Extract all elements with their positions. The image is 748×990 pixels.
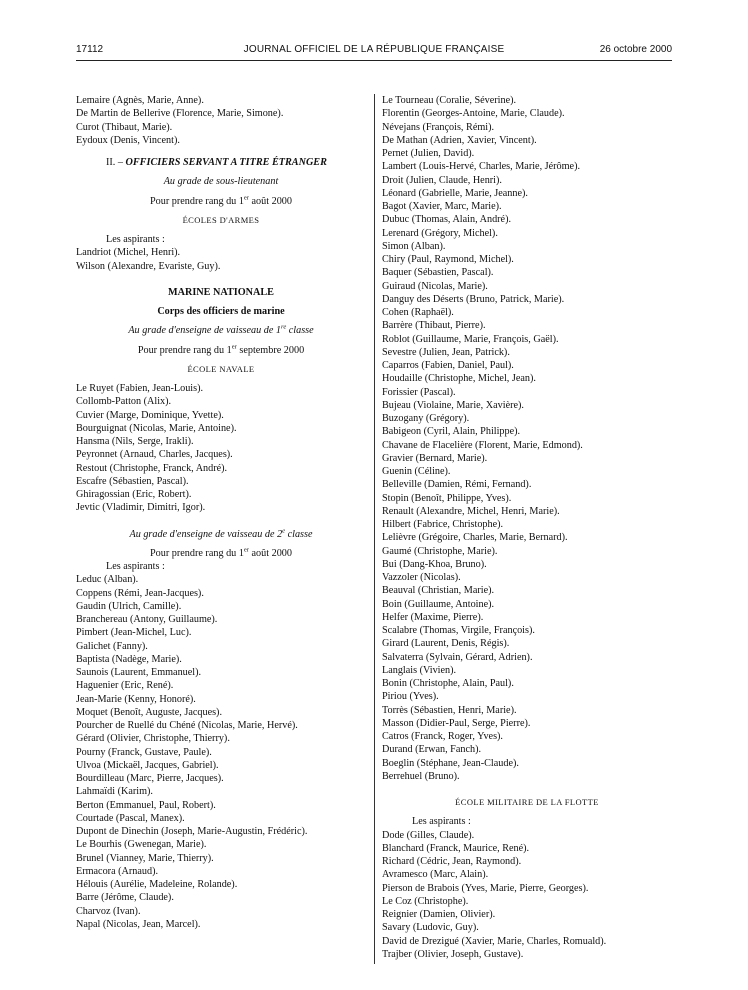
list-item: Napal (Nicolas, Jean, Marcel). xyxy=(76,918,201,930)
list-item: Berrehuel (Bruno). xyxy=(382,770,460,782)
list-item: Reignier (Damien, Olivier). xyxy=(382,909,496,920)
list-item: Catros (Franck, Roger, Yves). xyxy=(382,731,503,742)
list-item: Baquer (Sébastien, Pascal). xyxy=(382,267,494,279)
list-item: Léonard (Gabrielle, Marie, Jeanne). xyxy=(382,187,528,199)
list-item: Chiry (Paul, Raymond, Michel). xyxy=(382,254,514,265)
list-item: Berton (Emmanuel, Paul, Robert). xyxy=(76,799,216,811)
list-item: Dupont de Dinechin (Joseph, Marie-Augustin, Frédéric). xyxy=(76,826,308,837)
list-item: Haguenier (Eric, René). xyxy=(76,680,174,692)
list-item: Le Tourneau (Coralie, Séverine). xyxy=(382,95,517,106)
name-list-flotte xyxy=(382,829,672,962)
list-item: Le Bourhis (Gwenegan, Marie). xyxy=(76,839,207,851)
list-item: Simon (Alban). xyxy=(382,240,446,252)
list-item: Pernet (Julien, David). xyxy=(382,148,475,159)
issue-date: 26 octobre 2000 xyxy=(599,44,672,55)
name-list-continued xyxy=(382,94,672,783)
list-item: Ulvoa (Mickaël, Jacques, Gabriel). xyxy=(76,759,219,771)
list-item: Jean-Marie (Kenny, Honoré). xyxy=(76,693,196,705)
rang-heading-aout-2: Pour prendre rang du 1er août 2000 xyxy=(149,546,292,559)
list-item: De Mathan (Adrien, Xavier, Vincent). xyxy=(382,134,537,146)
list-item: Caparros (Fabien, Daniel, Paul). xyxy=(382,360,514,371)
marine-nationale-heading: MARINE NATIONALE xyxy=(168,286,274,298)
grade-heading-2e-classe: Au grade d'enseigne de vaisseau de 2e classe xyxy=(129,527,313,540)
list-item: Galichet (Fanny). xyxy=(76,640,148,652)
name-list-top xyxy=(76,94,366,147)
list-item: Roblot (Guillaume, Marie, François, Gaël). xyxy=(382,333,559,345)
section-heading-officiers-etranger xyxy=(76,156,366,169)
list-item: Gaudin (Ulrich, Camille). xyxy=(76,600,182,612)
list-item: Sevestre (Julien, Jean, Patrick). xyxy=(382,346,510,358)
list-item: Bourdilleau (Marc, Pierre, Jacques). xyxy=(76,773,224,784)
list-item: Wilson (Alexandre, Evariste, Guy). xyxy=(76,260,221,272)
column-divider xyxy=(374,94,375,964)
list-item: Le Ruyet (Fabien, Jean-Louis). xyxy=(76,383,204,394)
list-item: Langlais (Vivien). xyxy=(382,664,457,676)
page-header xyxy=(76,44,672,60)
list-item: Boeglin (Stéphane, Jean-Claude). xyxy=(382,757,519,769)
list-item: Richard (Cédric, Jean, Raymond). xyxy=(382,856,522,867)
aspirants-label: Les aspirants : xyxy=(106,234,165,245)
rang-heading-septembre: Pour prendre rang du 1er septembre 2000 xyxy=(137,343,305,356)
section-number: II. – xyxy=(106,157,123,168)
list-item: Bonin (Christophe, Alain, Paul). xyxy=(382,678,514,689)
list-item: Pourcher de Ruellé du Chéné (Nicolas, Marie, Hervé). xyxy=(76,720,298,731)
list-item: Guenin (Céline). xyxy=(382,466,451,477)
list-item: Renault (Alexandre, Michel, Henri, Marie). xyxy=(382,505,560,517)
list-item: Babigeon (Cyril, Alain, Philippe). xyxy=(382,426,521,438)
list-item: Bourguignat (Nicolas, Marie, Antoine). xyxy=(76,422,237,434)
list-item: Lambert (Louis-Hervé, Charles, Marie, Jérôme). xyxy=(382,161,581,173)
header-rule xyxy=(76,60,672,61)
aspirants-label-2: Les aspirants : xyxy=(106,561,165,572)
list-item: Forissier (Pascal). xyxy=(382,386,456,398)
list-item: Saunois (Laurent, Emmanuel). xyxy=(76,667,202,678)
list-item: Hélouis (Aurélie, Madeleine, Rolande). xyxy=(76,879,238,890)
list-item: Pierson de Brabois (Yves, Marie, Pierre, Georges). xyxy=(382,882,589,894)
list-item: Pimbert (Jean-Michel, Luc). xyxy=(76,627,192,639)
school-heading-ecoles-armes: ÉCOLES D'ARMES xyxy=(182,214,260,225)
school-heading-ecole-flotte: ÉCOLE MILITAIRE DE LA FLOTTE xyxy=(455,797,599,807)
list-item: Hilbert (Fabrice, Christophe). xyxy=(382,519,504,530)
list-item: Boin (Guillaume, Antoine). xyxy=(382,598,495,610)
rang-heading-aout: Pour prendre rang du 1er août 2000 xyxy=(149,194,292,207)
list-item: Lahmaïdi (Karim). xyxy=(76,786,153,798)
list-item: Bagot (Xavier, Marc, Marie). xyxy=(382,201,502,212)
list-item: Peyronnet (Arnaud, Charles, Jacques). xyxy=(76,449,233,461)
list-item: Danguy des Déserts (Bruno, Patrick, Marie). xyxy=(382,293,565,305)
list-item: Charvoz (Ivan). xyxy=(76,905,141,917)
list-item: Lerenard (Grégory, Michel). xyxy=(382,227,498,239)
list-item: Pourny (Franck, Gustave, Paule). xyxy=(76,746,212,758)
list-item: Ermacora (Arnaud). xyxy=(76,865,159,877)
list-item: Dode (Gilles, Claude). xyxy=(382,829,475,841)
list-item: Avramesco (Marc, Alain). xyxy=(382,869,489,881)
list-item: Scalabre (Thomas, Virgile, François). xyxy=(382,625,535,636)
page-number: 17112 xyxy=(76,44,104,55)
list-item: Savary (Ludovic, Guy). xyxy=(382,922,479,934)
list-item: Droit (Julien, Claude, Henri). xyxy=(382,174,502,186)
list-item: Girard (Laurent, Denis, Régis). xyxy=(382,638,510,650)
list-item: Névejans (François, Rémi). xyxy=(382,121,495,133)
list-item: Masson (Didier-Paul, Serge, Pierre). xyxy=(382,717,531,729)
list-item: Belleville (Damien, Rémi, Fernand). xyxy=(382,479,532,491)
list-item: De Martin de Bellerive (Florence, Marie, Simone). xyxy=(76,108,284,120)
list-item: Barrère (Thibaut, Pierre). xyxy=(382,320,486,332)
list-item: Gaumé (Christophe, Marie). xyxy=(382,545,498,557)
list-item: Buzogany (Grégory). xyxy=(382,413,470,424)
list-item: Landriot (Michel, Henri). xyxy=(76,247,181,259)
list-item: Escafre (Sébastien, Pascal). xyxy=(76,475,189,487)
name-list-armes xyxy=(76,246,366,273)
corps-heading: Corps des officiers de marine xyxy=(157,306,285,317)
list-item: Gravier (Bernard, Marie). xyxy=(382,452,488,464)
list-item: Le Coz (Christophe). xyxy=(382,895,469,907)
list-item: Bujeau (Violaine, Marie, Xavière). xyxy=(382,399,524,411)
list-item: Lelièvre (Grégoire, Charles, Marie, Bernard). xyxy=(382,532,568,544)
list-item: Moquet (Benoît, Auguste, Jacques). xyxy=(76,706,222,718)
list-item: Bui (Dang-Khoa, Bruno). xyxy=(382,558,487,570)
list-item: Dubuc (Thomas, Alain, André). xyxy=(382,214,512,226)
name-list-2e-classe xyxy=(76,573,366,931)
list-item: Jevtic (Vladimir, Dimitri, Igor). xyxy=(76,502,206,514)
list-item: Brunel (Vianney, Marie, Thierry). xyxy=(76,852,214,864)
list-item: Stopin (Benoît, Philippe, Yves). xyxy=(382,492,512,504)
list-item: Courtade (Pascal, Manex). xyxy=(76,812,185,824)
list-item: Houdaille (Christophe, Michel, Jean). xyxy=(382,373,536,385)
list-item: Gérard (Olivier, Christophe, Thierry). xyxy=(76,733,230,745)
list-item: Guiraud (Nicolas, Marie). xyxy=(382,280,488,292)
grade-heading-1re-classe: Au grade d'enseigne de vaisseau de 1re classe xyxy=(128,323,314,337)
grade-heading-sous-lieutenant: Au grade de sous-lieutenant xyxy=(163,176,279,188)
list-item: Branchereau (Antony, Guillaume). xyxy=(76,614,218,625)
list-item: Lemaire (Agnès, Marie, Anne). xyxy=(76,95,204,106)
list-item: Restout (Christophe, Franck, André). xyxy=(76,462,228,474)
aspirants-label-flotte: Les aspirants : xyxy=(412,816,471,828)
list-item: Blanchard (Franck, Maurice, René). xyxy=(382,842,530,854)
list-item: Eydoux (Denis, Vincent). xyxy=(76,134,180,146)
journal-title: JOURNAL OFFICIEL DE LA RÉPUBLIQUE FRANÇAISE xyxy=(243,44,505,55)
list-item: David de Drezigué (Xavier, Marie, Charles, Romuald). xyxy=(382,935,607,947)
list-item: Helfer (Maxime, Pierre). xyxy=(382,611,484,623)
name-list-navale xyxy=(76,382,366,515)
list-item: Cuvier (Marge, Dominique, Yvette). xyxy=(76,409,224,421)
list-item: Collomb-Patton (Alix). xyxy=(76,396,172,408)
list-item: Leduc (Alban). xyxy=(76,574,139,586)
list-item: Torrès (Sébastien, Henri, Marie). xyxy=(382,704,517,716)
list-item: Cohen (Raphaël). xyxy=(382,307,454,318)
list-item: Piriou (Yves). xyxy=(382,691,439,703)
section-title: OFFICIERS SERVANT A TITRE ÉTRANGER xyxy=(125,157,327,168)
list-item: Hansma (Nils, Serge, Irakli). xyxy=(76,436,194,447)
left-column xyxy=(76,94,366,931)
list-item: Florentin (Georges-Antoine, Marie, Claude). xyxy=(382,108,565,120)
list-item: Curot (Thibaut, Marie). xyxy=(76,121,173,133)
list-item: Beauval (Christian, Marie). xyxy=(382,585,495,597)
list-item: Coppens (Rémi, Jean-Jacques). xyxy=(76,587,204,599)
list-item: Durand (Erwan, Fanch). xyxy=(382,744,482,756)
list-item: Trajber (Olivier, Joseph, Gustave). xyxy=(382,948,524,960)
list-item: Ghiragossian (Eric, Robert). xyxy=(76,489,192,500)
right-column xyxy=(382,94,672,961)
list-item: Baptista (Nadège, Marie). xyxy=(76,653,182,665)
list-item: Salvaterra (Sylvain, Gérard, Adrien). xyxy=(382,651,533,663)
list-item: Vazzoler (Nicolas). xyxy=(382,572,461,583)
list-item: Barre (Jérôme, Claude). xyxy=(76,892,174,904)
list-item: Chavane de Flacelière (Florent, Marie, Edmond). xyxy=(382,439,583,451)
school-heading-ecole-navale: ÉCOLE NAVALE xyxy=(187,363,255,374)
